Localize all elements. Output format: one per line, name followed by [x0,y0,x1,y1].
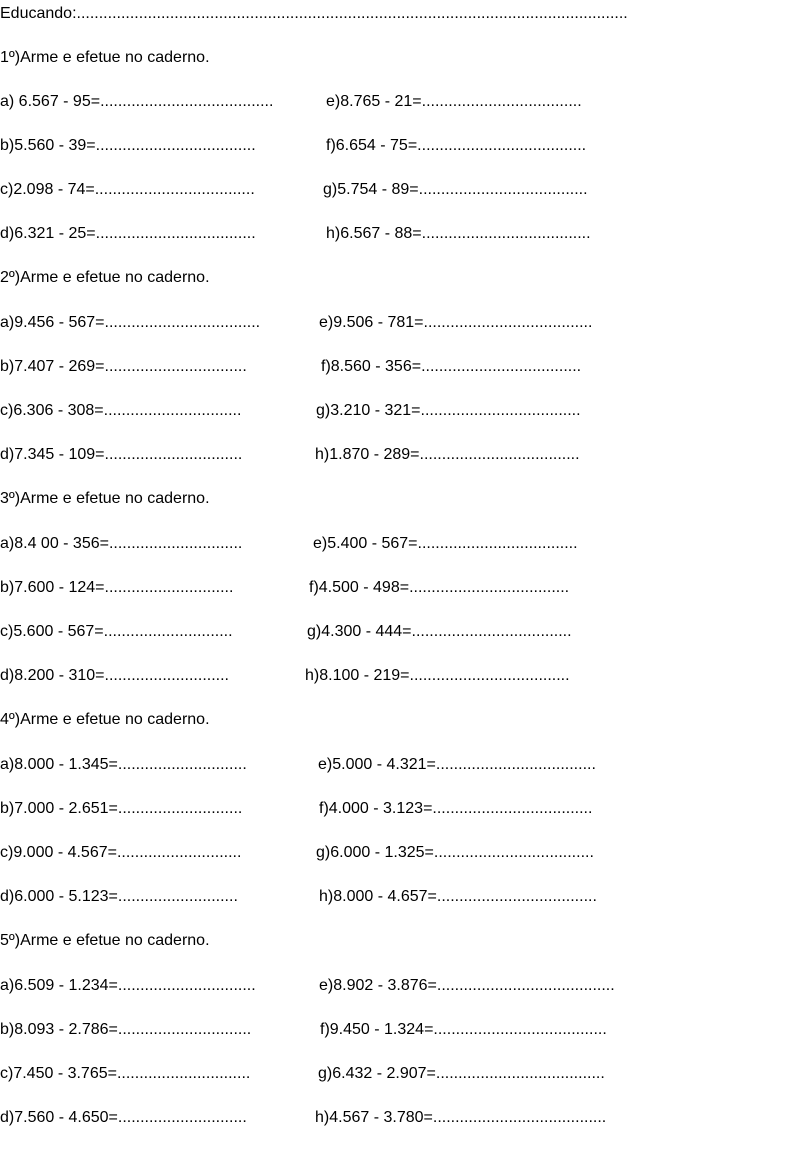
section-3-title: 3º)Arme e efetue no caderno. [0,490,210,507]
exercise-5a: a)6.509 - 1.234=............................... [0,977,256,994]
exercise-2f: f)8.560 - 356=.................................... [321,358,582,375]
exercise-2g: g)3.210 - 321=.................................... [316,402,581,419]
exercise-3f: f)4.500 - 498=.................................... [309,579,570,596]
exercise-4d: d)6.000 - 5.123=........................... [0,888,238,905]
exercise-1a: a) 6.567 - 95=....................................... [0,93,274,110]
exercise-2h: h)1.870 - 289=.................................... [315,446,580,463]
exercise-1e: e)8.765 - 21=.................................... [326,93,582,110]
exercise-5h: h)4.567 - 3.780=....................................... [315,1109,607,1126]
exercise-4c: c)9.000 - 4.567=............................ [0,844,242,861]
exercise-4h: h)8.000 - 4.657=.................................... [319,888,597,905]
exercise-4a: a)8.000 - 1.345=............................. [0,756,247,773]
section-1-title: 1º)Arme e efetue no caderno. [0,49,210,66]
student-name-line: Educando:............................................................................................................................ [0,5,628,22]
exercise-3b: b)7.600 - 124=............................. [0,579,234,596]
exercise-3c: c)5.600 - 567=............................. [0,623,233,640]
exercise-3d: d)8.200 - 310=............................ [0,667,229,684]
exercise-2a: a)9.456 - 567=................................... [0,314,261,331]
exercise-1h: h)6.567 - 88=...................................... [326,225,591,242]
exercise-1f: f)6.654 - 75=...................................... [326,137,587,154]
exercise-1g: g)5.754 - 89=...................................... [323,181,588,198]
exercise-5d: d)7.560 - 4.650=............................. [0,1109,247,1126]
exercise-2c: c)6.306 - 308=............................... [0,402,242,419]
exercise-5c: c)7.450 - 3.765=.............................. [0,1065,251,1082]
exercise-2d: d)7.345 - 109=............................... [0,446,243,463]
section-5-title: 5º)Arme e efetue no caderno. [0,932,210,949]
exercise-5f: f)9.450 - 1.324=....................................... [320,1021,607,1038]
exercise-4e: e)5.000 - 4.321=.................................... [318,756,596,773]
exercise-5g: g)6.432 - 2.907=...................................... [318,1065,605,1082]
exercise-5e: e)8.902 - 3.876=........................................ [319,977,615,994]
exercise-1d: d)6.321 - 25=.................................... [0,225,256,242]
exercise-4b: b)7.000 - 2.651=............................ [0,800,243,817]
section-4-title: 4º)Arme e efetue no caderno. [0,711,210,728]
exercise-3a: a)8.4 00 - 356=.............................. [0,535,243,552]
exercise-2b: b)7.407 - 269=................................ [0,358,247,375]
exercise-4g: g)6.000 - 1.325=.................................... [316,844,594,861]
exercise-3h: h)8.100 - 219=.................................... [305,667,570,684]
exercise-1b: b)5.560 - 39=.................................... [0,137,256,154]
exercise-3e: e)5.400 - 567=.................................... [313,535,578,552]
exercise-2e: e)9.506 - 781=...................................... [319,314,593,331]
exercise-4f: f)4.000 - 3.123=.................................... [319,800,593,817]
exercise-1c: c)2.098 - 74=.................................... [0,181,255,198]
exercise-5b: b)8.093 - 2.786=.............................. [0,1021,252,1038]
section-2-title: 2º)Arme e efetue no caderno. [0,269,210,286]
exercise-3g: g)4.300 - 444=.................................... [307,623,572,640]
